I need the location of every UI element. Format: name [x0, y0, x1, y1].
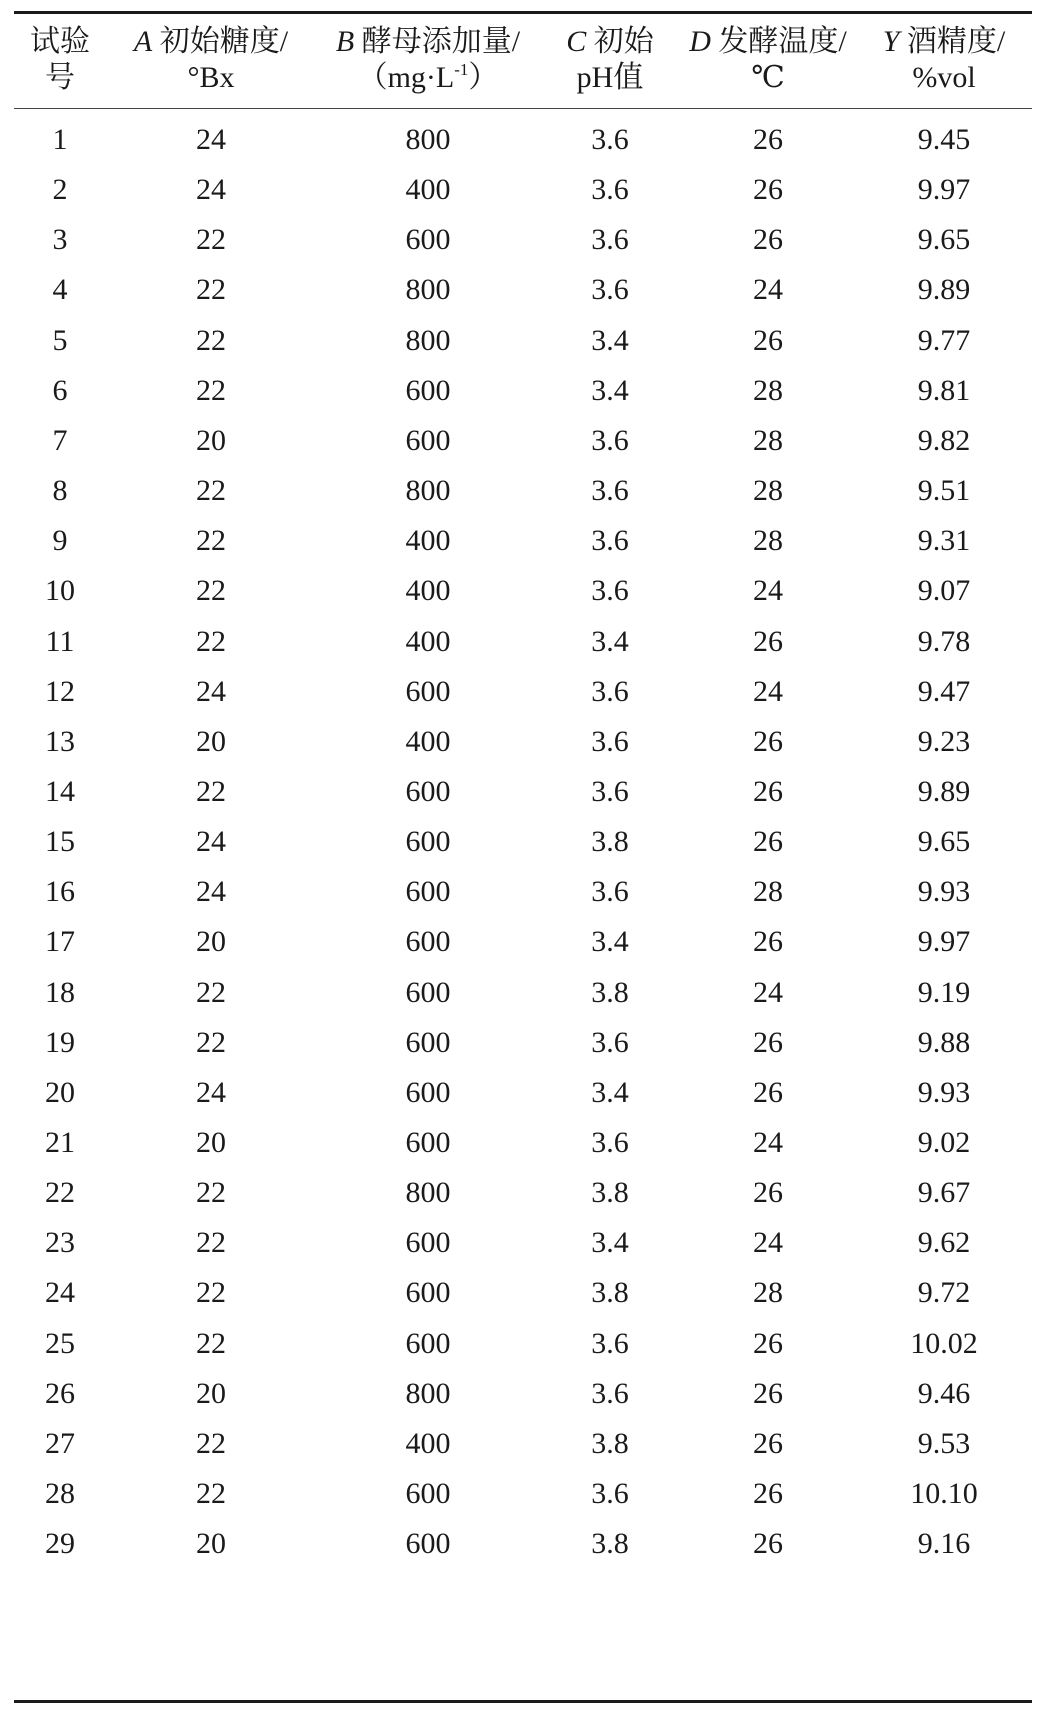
cell-fermentation-temp: 28	[753, 373, 783, 407]
cell-fermentation-temp: 26	[753, 323, 783, 357]
table-row	[0, 1416, 1048, 1471]
cell-initial-sugar: 22	[196, 574, 226, 608]
cell-alcohol-content: 9.82	[917, 423, 971, 457]
table-row	[0, 614, 1048, 669]
cell-yeast-dosage: 400	[405, 624, 451, 658]
cell-fermentation-temp: 24	[753, 1126, 783, 1159]
cell-fermentation-temp: 26	[753, 624, 783, 658]
cell-yeast-dosage: 600	[405, 825, 451, 859]
table-bottom-rule	[14, 1700, 1032, 1703]
header-fermentation-temp: D 发酵温度/ ℃	[689, 25, 847, 94]
cell-alcohol-content: 9.72	[917, 1276, 971, 1310]
table-row	[0, 513, 1048, 568]
cell-trial-number: 28	[45, 1477, 75, 1511]
table-row	[0, 1065, 1048, 1120]
cell-initial-ph: 3.6	[591, 423, 629, 457]
cell-yeast-dosage: 600	[405, 925, 451, 959]
cell-alcohol-content: 9.07	[917, 574, 971, 608]
cell-yeast-dosage: 400	[405, 724, 451, 758]
cell-yeast-dosage: 400	[405, 574, 451, 608]
table-row	[0, 262, 1048, 317]
table-row	[0, 714, 1048, 769]
table-row	[0, 463, 1048, 518]
cell-fermentation-temp: 24	[753, 574, 783, 608]
cell-trial-number: 18	[45, 975, 75, 1009]
cell-fermentation-temp: 24	[753, 273, 783, 307]
cell-yeast-dosage: 600	[405, 774, 451, 808]
cell-initial-sugar: 22	[196, 273, 226, 307]
cell-fermentation-temp: 26	[753, 1527, 783, 1561]
cell-initial-ph: 3.6	[591, 524, 629, 558]
cell-alcohol-content: 9.53	[917, 1426, 971, 1460]
cell-initial-sugar: 24	[196, 674, 226, 708]
cell-trial-number: 12	[45, 674, 75, 708]
cell-initial-ph: 3.6	[591, 273, 629, 307]
cell-trial-number: 20	[45, 1075, 75, 1109]
cell-alcohol-content: 9.62	[917, 1226, 971, 1260]
cell-alcohol-content: 9.31	[917, 524, 971, 558]
cell-alcohol-content: 9.45	[917, 123, 971, 156]
cell-alcohol-content: 10.10	[910, 1477, 978, 1511]
cell-alcohol-content: 9.78	[917, 624, 971, 658]
table-row	[0, 864, 1048, 919]
cell-trial-number: 7	[52, 423, 68, 457]
cell-fermentation-temp: 28	[753, 474, 783, 508]
cell-initial-ph: 3.8	[591, 1527, 629, 1561]
cell-fermentation-temp: 26	[753, 223, 783, 257]
cell-trial-number: 22	[45, 1176, 75, 1210]
cell-alcohol-content: 9.89	[917, 774, 971, 808]
table-row	[0, 1316, 1048, 1371]
cell-initial-ph: 3.6	[591, 1126, 629, 1159]
cell-trial-number: 15	[45, 825, 75, 859]
cell-trial-number: 23	[45, 1226, 75, 1260]
cell-yeast-dosage: 600	[405, 373, 451, 407]
cell-yeast-dosage: 600	[405, 1226, 451, 1260]
cell-yeast-dosage: 600	[405, 1527, 451, 1561]
cell-fermentation-temp: 28	[753, 875, 783, 909]
table-row	[0, 914, 1048, 969]
cell-initial-ph: 3.8	[591, 975, 629, 1009]
table-row	[0, 1015, 1048, 1070]
cell-initial-ph: 3.8	[591, 1426, 629, 1460]
cell-fermentation-temp: 26	[753, 173, 783, 207]
table-row	[0, 363, 1048, 418]
cell-trial-number: 3	[52, 223, 68, 257]
cell-initial-sugar: 24	[196, 123, 226, 156]
cell-alcohol-content: 9.97	[917, 925, 971, 959]
table-row	[0, 814, 1048, 869]
cell-alcohol-content: 9.97	[917, 173, 971, 207]
cell-initial-sugar: 22	[196, 1326, 226, 1360]
table-row	[0, 212, 1048, 267]
header-initial-sugar: A 初始糖度/ °Bx	[133, 25, 289, 94]
cell-fermentation-temp: 24	[753, 1226, 783, 1260]
table-row	[0, 1215, 1048, 1270]
cell-initial-sugar: 22	[196, 1025, 226, 1059]
header-alcohol-content: Y 酒精度/ %vol	[882, 25, 1006, 94]
cell-trial-number: 14	[45, 774, 75, 808]
cell-initial-ph: 3.4	[591, 1226, 629, 1260]
cell-initial-sugar: 22	[196, 474, 226, 508]
cell-initial-sugar: 22	[196, 1426, 226, 1460]
cell-yeast-dosage: 800	[405, 273, 451, 307]
cell-initial-sugar: 22	[196, 774, 226, 808]
cell-initial-sugar: 24	[196, 173, 226, 207]
cell-yeast-dosage: 600	[405, 1126, 451, 1159]
cell-yeast-dosage: 600	[405, 674, 451, 708]
cell-alcohol-content: 9.47	[917, 674, 971, 708]
table-row	[0, 563, 1048, 618]
cell-trial-number: 25	[45, 1326, 75, 1360]
cell-initial-ph: 3.4	[591, 323, 629, 357]
table-row	[0, 162, 1048, 217]
cell-initial-ph: 3.6	[591, 1477, 629, 1511]
cell-initial-ph: 3.6	[591, 223, 629, 257]
cell-initial-sugar: 20	[196, 423, 226, 457]
table-top-rule	[14, 11, 1032, 14]
cell-initial-sugar: 22	[196, 1176, 226, 1210]
cell-yeast-dosage: 600	[405, 1276, 451, 1310]
cell-yeast-dosage: 800	[405, 323, 451, 357]
header-trial-number: 试验 号	[30, 25, 90, 94]
cell-initial-ph: 3.6	[591, 474, 629, 508]
cell-initial-sugar: 24	[196, 825, 226, 859]
cell-initial-ph: 3.6	[591, 1376, 629, 1410]
table-row	[0, 1115, 1048, 1170]
cell-initial-sugar: 22	[196, 1477, 226, 1511]
cell-alcohol-content: 9.46	[917, 1376, 971, 1410]
cell-trial-number: 1	[52, 123, 68, 156]
cell-initial-ph: 3.6	[591, 774, 629, 808]
cell-fermentation-temp: 26	[753, 925, 783, 959]
cell-fermentation-temp: 26	[753, 724, 783, 758]
cell-alcohol-content: 9.77	[917, 323, 971, 357]
cell-yeast-dosage: 800	[405, 474, 451, 508]
cell-initial-ph: 3.6	[591, 674, 629, 708]
cell-alcohol-content: 9.65	[917, 825, 971, 859]
cell-trial-number: 6	[52, 373, 68, 407]
cell-initial-sugar: 22	[196, 1226, 226, 1260]
cell-initial-sugar: 20	[196, 1527, 226, 1561]
table-row	[0, 1466, 1048, 1521]
cell-trial-number: 16	[45, 875, 75, 909]
cell-yeast-dosage: 400	[405, 1426, 451, 1460]
cell-alcohol-content: 9.67	[917, 1176, 971, 1210]
cell-fermentation-temp: 26	[753, 774, 783, 808]
cell-fermentation-temp: 28	[753, 524, 783, 558]
cell-yeast-dosage: 800	[405, 1176, 451, 1210]
cell-alcohol-content: 9.23	[917, 724, 971, 758]
cell-trial-number: 29	[45, 1527, 75, 1561]
header-initial-ph: C 初始 pH值	[566, 25, 654, 94]
cell-initial-sugar: 22	[196, 323, 226, 357]
cell-trial-number: 4	[52, 273, 68, 307]
cell-fermentation-temp: 26	[753, 1075, 783, 1109]
cell-initial-sugar: 22	[196, 975, 226, 1009]
cell-alcohol-content: 9.93	[917, 875, 971, 909]
cell-initial-ph: 3.6	[591, 574, 629, 608]
cell-initial-sugar: 24	[196, 1075, 226, 1109]
cell-alcohol-content: 10.02	[910, 1326, 978, 1360]
cell-initial-ph: 3.6	[591, 875, 629, 909]
cell-initial-ph: 3.4	[591, 373, 629, 407]
cell-fermentation-temp: 26	[753, 1477, 783, 1511]
cell-fermentation-temp: 24	[753, 975, 783, 1009]
table-row	[0, 664, 1048, 719]
table-row	[0, 1265, 1048, 1320]
cell-initial-ph: 3.8	[591, 825, 629, 859]
cell-yeast-dosage: 600	[405, 1025, 451, 1059]
cell-alcohol-content: 9.89	[917, 273, 971, 307]
cell-initial-sugar: 20	[196, 925, 226, 959]
cell-initial-sugar: 20	[196, 724, 226, 758]
table-row	[0, 313, 1048, 368]
cell-yeast-dosage: 600	[405, 1326, 451, 1360]
cell-trial-number: 17	[45, 925, 75, 959]
cell-alcohol-content: 9.81	[917, 373, 971, 407]
cell-yeast-dosage: 600	[405, 1075, 451, 1109]
table-row	[0, 1165, 1048, 1220]
cell-yeast-dosage: 800	[405, 1376, 451, 1410]
cell-trial-number: 26	[45, 1376, 75, 1410]
cell-trial-number: 11	[45, 624, 75, 658]
table-row	[0, 112, 1048, 167]
cell-fermentation-temp: 26	[753, 123, 783, 156]
cell-fermentation-temp: 26	[753, 1376, 783, 1410]
cell-initial-ph: 3.6	[591, 724, 629, 758]
cell-initial-sugar: 22	[196, 624, 226, 658]
cell-fermentation-temp: 26	[753, 1326, 783, 1360]
cell-yeast-dosage: 600	[405, 223, 451, 257]
cell-alcohol-content: 9.19	[917, 975, 971, 1009]
cell-initial-ph: 3.8	[591, 1276, 629, 1310]
cell-initial-sugar: 22	[196, 524, 226, 558]
cell-alcohol-content: 9.93	[917, 1075, 971, 1109]
cell-fermentation-temp: 26	[753, 1025, 783, 1059]
cell-yeast-dosage: 600	[405, 1477, 451, 1511]
cell-yeast-dosage: 800	[405, 123, 451, 156]
cell-trial-number: 2	[52, 173, 68, 207]
cell-initial-ph: 3.4	[591, 925, 629, 959]
cell-initial-sugar: 24	[196, 875, 226, 909]
cell-alcohol-content: 9.65	[917, 223, 971, 257]
cell-initial-ph: 3.6	[591, 123, 629, 156]
cell-trial-number: 5	[52, 323, 68, 357]
cell-fermentation-temp: 28	[753, 1276, 783, 1310]
cell-initial-ph: 3.4	[591, 1075, 629, 1109]
cell-yeast-dosage: 600	[405, 423, 451, 457]
cell-initial-sugar: 22	[196, 223, 226, 257]
cell-fermentation-temp: 24	[753, 674, 783, 708]
table-row	[0, 764, 1048, 819]
cell-trial-number: 9	[52, 524, 68, 558]
cell-fermentation-temp: 28	[753, 423, 783, 457]
cell-trial-number: 8	[52, 474, 68, 508]
cell-yeast-dosage: 600	[405, 975, 451, 1009]
cell-initial-sugar: 20	[196, 1126, 226, 1159]
cell-initial-sugar: 22	[196, 373, 226, 407]
cell-alcohol-content: 9.02	[917, 1126, 971, 1159]
cell-initial-ph: 3.8	[591, 1176, 629, 1210]
table-row	[0, 413, 1048, 468]
cell-initial-ph: 3.6	[591, 1326, 629, 1360]
cell-alcohol-content: 9.16	[917, 1527, 971, 1561]
cell-fermentation-temp: 26	[753, 825, 783, 859]
cell-alcohol-content: 9.51	[917, 474, 971, 508]
cell-fermentation-temp: 26	[753, 1426, 783, 1460]
cell-yeast-dosage: 600	[405, 875, 451, 909]
cell-initial-sugar: 22	[196, 1276, 226, 1310]
cell-trial-number: 27	[45, 1426, 75, 1460]
cell-alcohol-content: 9.88	[917, 1025, 971, 1059]
cell-trial-number: 21	[45, 1126, 75, 1159]
cell-trial-number: 10	[45, 574, 75, 608]
cell-trial-number: 24	[45, 1276, 75, 1310]
table-row	[0, 1366, 1048, 1421]
cell-initial-ph: 3.4	[591, 624, 629, 658]
cell-initial-ph: 3.6	[591, 173, 629, 207]
cell-trial-number: 13	[45, 724, 75, 758]
cell-fermentation-temp: 26	[753, 1176, 783, 1210]
cell-yeast-dosage: 400	[405, 524, 451, 558]
cell-initial-sugar: 20	[196, 1376, 226, 1410]
cell-yeast-dosage: 400	[405, 173, 451, 207]
table-row	[0, 1516, 1048, 1571]
header-yeast-dosage: B 酵母添加量/ $(mg\cdot L^{-1})$	[335, 25, 521, 94]
table-row	[0, 965, 1048, 1020]
table-header-rule	[14, 108, 1032, 109]
cell-initial-ph: 3.6	[591, 1025, 629, 1059]
cell-trial-number: 19	[45, 1025, 75, 1059]
